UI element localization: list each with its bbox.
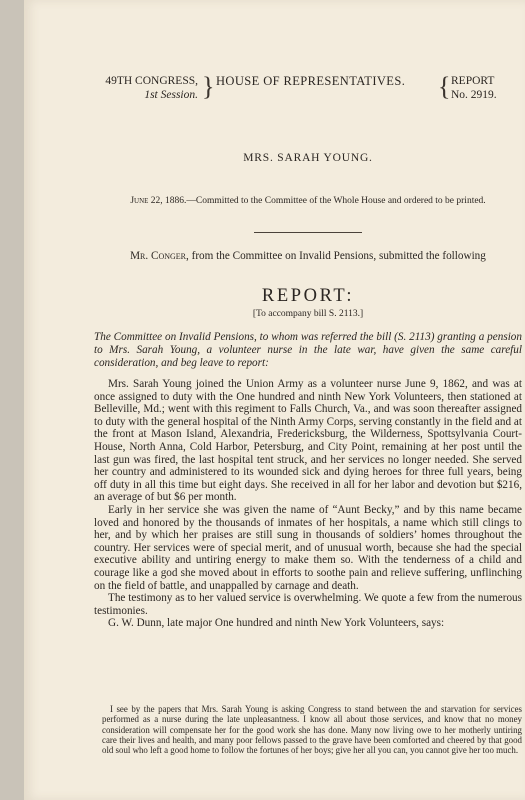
document-title: MRS. SARAH YOUNG. [243,152,373,164]
date: June 22, 1886. [130,196,187,206]
submission-line [94,250,522,263]
report-heading: REPORT: [261,286,355,306]
right-brace-icon: { [438,72,451,101]
document-page [24,0,525,800]
congress-label: 49TH CONGRESS, [105,75,198,87]
paragraph: G. W. Dunn, late major One hundred and ninth New York Volunteers, says: [108,617,445,630]
report-number: No. 2919. [451,89,497,101]
submission-text: from the Committee on Invalid Pensions, submitted the following [188,250,486,262]
report-label: REPORT [451,75,495,87]
paragraph: Early in her service she was given the name of “Aunt Becky,” and by this name became loved and honored by the thousands of inmates of her hospitals, a name which still clings to her, and by which her praises are still sung in thousands of soldiers’ homes throughout the country. Her services were of special merit, and of unusual worth, because she had the special executive ability and untiring energy to make them so. With the tenderness of a child and courage like a god she moved about in efforts to soothe pain and relieve suffering, unflinching on the field of battle, and unappalled by carnage and death. [94,503,522,592]
house-label: HOUSE OF REPRESENTATIVES. [216,74,406,88]
paragraph: The testimony as to her valued service is overwhelming. We quote a few from the numerous testimonies. [94,592,522,617]
left-brace-icon: } [202,72,215,101]
congress-session [94,74,198,102]
date-text: —Committed to the Committee of the Whole House and ordered to be printed. [186,196,486,206]
committee-intro: The Committee on Invalid Pensions, to whom was referred the bill (S. 2113) granting a pension to Mrs. Sarah Young, a volunteer nurse in the late war, have given the same careful consideration, and beg leave to report: [94,331,522,369]
report-header [94,74,522,104]
member-name: Mr. Conger, [130,250,189,262]
paragraph: Mrs. Sarah Young joined the Union Army as a volunteer nurse June 9, 1862, and was at once assigned to duty with the One hundred and ninth New York Volunteers, then stationed at Belleville, Md.; went with this regiment to Falls Church, Va., and was soon thereafter assigned to duty with the general hospital of the Ninth Army Corps, serving constantly in the field and at the front at Mason Island, Alexandria, Fredericksburg, the Wilderness, Spottsylvania Court-House, North Anna, Cold Harbor, Petersburg, and City Point, remaining at her post until the last gun was fired, the last hospital tent struck, and her services no longer needed. She served her country and administered to its wounded sick and dying heroes for three full years, being off duty in all this time but eight days. She received in all for her labor and devotion but $216, an average of but $6 per month. [94,378,522,504]
accompany-bill: [To accompany bill S. 2113.] [252,309,364,319]
date-line [94,196,522,207]
testimony-quote: I see by the papers that Mrs. Sarah Young is asking Congress to stand between the and starvation for services performed as a nurse during the late unpleasantness. I know all about those services, and know that no money consideration will compensate her for the good work she has done. Many now living owe to her motherly untiring care their lives and health, and many poor fellows passed to the grave have been comforted and cheered by that good old soul who left a good home to follow the fortunes of her boys; give her all you can, you cannot give her too much. [102,704,522,756]
report-body [94,378,522,630]
session-label: 1st Session. [144,89,198,101]
divider [254,232,362,233]
report-number-block [451,74,497,102]
